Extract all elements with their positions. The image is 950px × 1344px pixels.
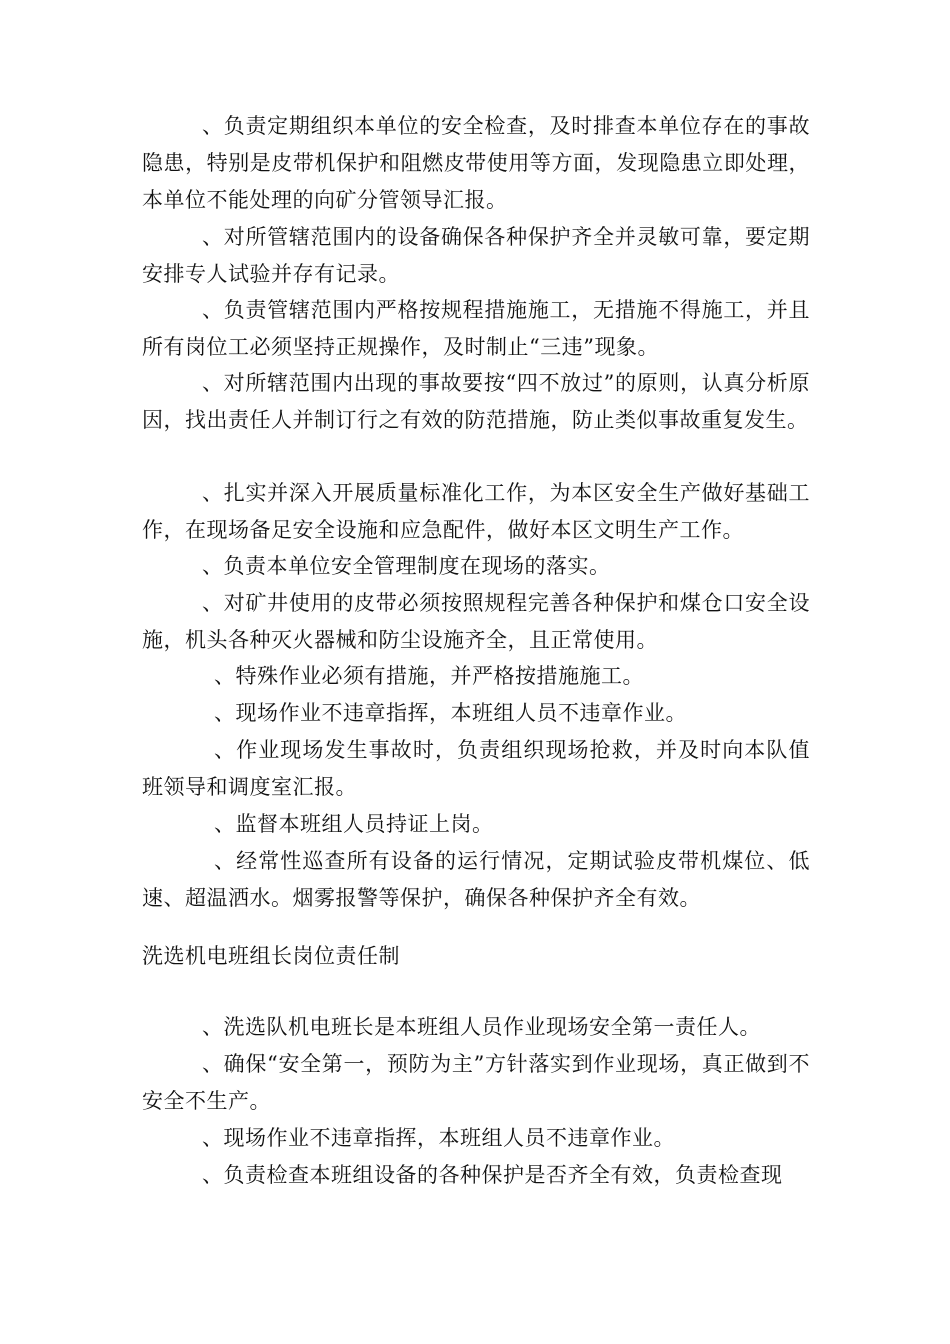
- paragraph-14: 、确保“安全第一，预防为主”方针落实到作业现场，真正做到不安全不生产。: [142, 1052, 810, 1113]
- paragraph-16: 、负责检查本班组设备的各种保护是否齐全有效，负责检查现: [202, 1163, 783, 1187]
- paragraph-8: 、特殊作业必须有措施，并严格按措施施工。: [214, 664, 644, 688]
- paragraph-4: 、对所辖范围内出现的事故要按“四不放过”的原则，认真分析原因，找出责任人并制订行之有效的防范措施，防止类似事故重复发生。: [142, 371, 810, 432]
- paragraph-7: 、对矿井使用的皮带必须按照规程完善各种保护和煤仓口安全设施，机头各种灭火器械和防尘设施齐全，且正常使用。: [142, 591, 810, 652]
- paragraph-5: 、扎实并深入开展质量标准化工作，为本区安全生产做好基础工作，在现场备足安全设施和应急配件，做好本区文明生产工作。: [142, 481, 810, 542]
- paragraph-6: 、负责本单位安全管理制度在现场的落实。: [202, 554, 611, 578]
- paragraph-10: 、作业现场发生事故时，负责组织现场抢救，并及时向本队值班领导和调度室汇报。: [142, 738, 810, 799]
- paragraph-13: 、洗选队机电班长是本班组人员作业现场安全第一责任人。: [202, 1015, 761, 1039]
- paragraph-2: 、对所管辖范围内的设备确保各种保护齐全并灵敏可靠，要定期安排专人试验并存有记录。: [142, 225, 810, 286]
- paragraph-12: 、经常性巡查所有设备的运行情况，定期试验皮带机煤位、低速、超温洒水。烟雾报警等保护，确保各种保护齐全有效。: [142, 849, 810, 910]
- paragraph-11: 、监督本班组人员持证上岗。: [214, 812, 494, 836]
- section-title: 洗选机电班组长岗位责任制: [142, 944, 400, 968]
- paragraph-15: 、现场作业不违章指挥，本班组人员不违章作业。: [202, 1126, 675, 1150]
- paragraph-9: 、现场作业不违章指挥，本班组人员不违章作业。: [214, 701, 687, 725]
- paragraph-1: 、负责定期组织本单位的安全检查，及时排查本单位存在的事故隐患，特别是皮带机保护和阻燃皮带使用等方面，发现隐患立即处理，本单位不能处理的向矿分管领导汇报。: [142, 114, 810, 212]
- paragraph-3: 、负责管辖范围内严格按规程措施施工，无措施不得施工，并且所有岗位工必须坚持正规操作，及时制止“三违”现象。: [142, 298, 810, 359]
